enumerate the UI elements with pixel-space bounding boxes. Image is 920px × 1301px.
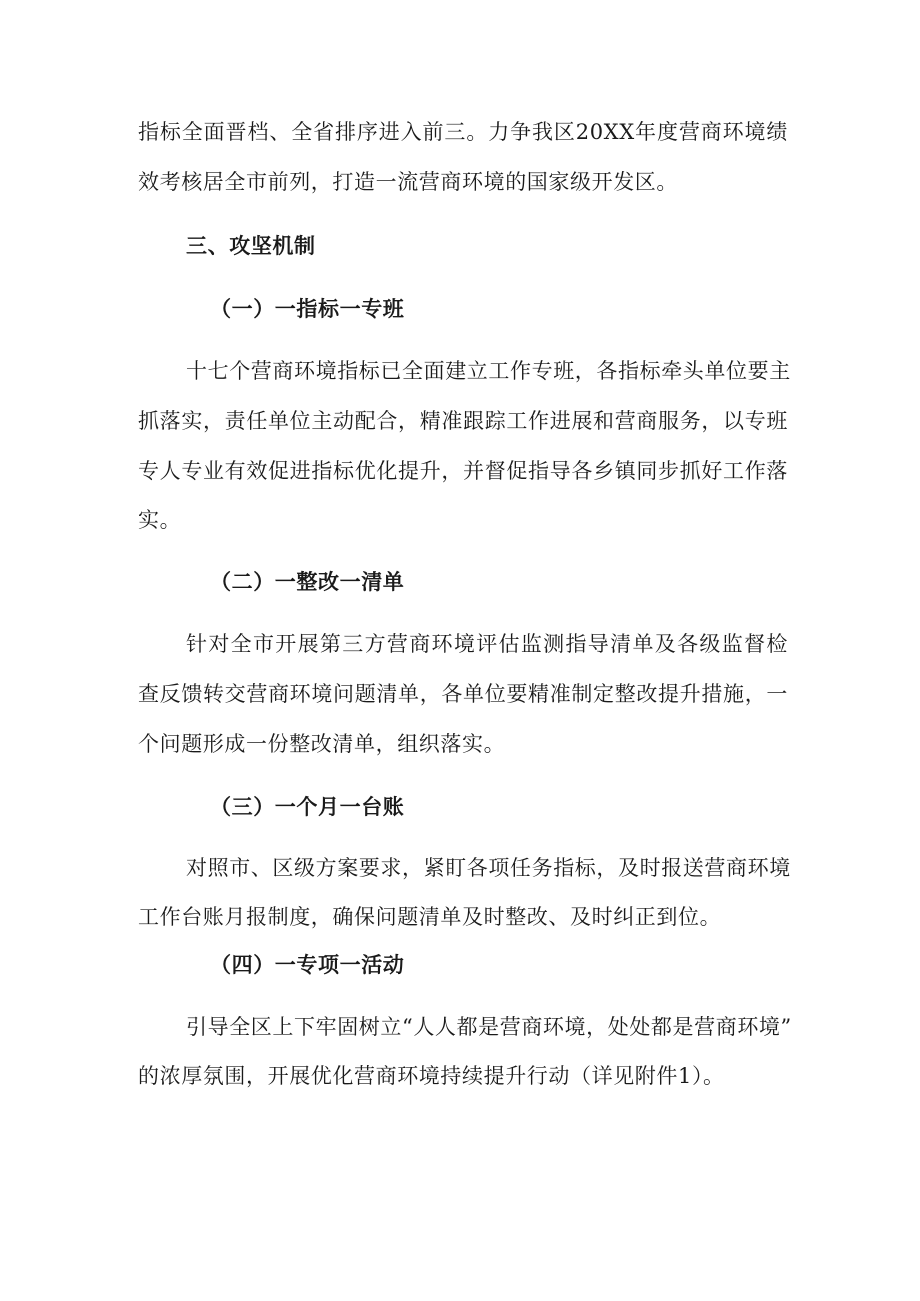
section-heading: 三、攻坚机制 [186,233,316,258]
paragraph-line: 十七个营商环境指标已全面建立工作专班，各指标牵头单位要主 [186,359,791,383]
subsection-heading: （三）一个月一台账 [210,794,405,819]
paragraph-line: 指标全面晋档、全省排序进入前三。力争我区20XX年度营商环境绩 [138,120,788,144]
paragraph-line: 工作台账月报制度，确保问题清单及时整改、及时纠正到位。 [138,905,722,929]
subsection-heading: （二）一整改一清单 [210,569,405,594]
paragraph-line: 针对全市开展第三方营商环境评估监测指导清单及各级监督检 [186,632,788,656]
paragraph-line: 实。 [138,508,182,532]
subsection-heading: （四）一专项一活动 [210,952,405,977]
paragraph-line: 查反馈转交营商环境问题清单，各单位要精准制定整改提升措施，一 [138,682,788,706]
paragraph-line: 对照市、区级方案要求，紧盯各项任务指标，及时报送营商环境 [186,856,791,880]
paragraph-line: 的浓厚氛围，开展优化营商环境持续提升行动（详见附件1）。 [138,1064,725,1088]
paragraph-line: 效考核居全市前列，打造一流营商环境的国家级开发区。 [138,170,678,194]
paragraph-line: 引导全区上下牢固树立“人人都是营商环境，处处都是营商环境” [186,1015,792,1039]
subsection-heading: （一）一指标一专班 [210,296,405,321]
paragraph-line: 个问题形成一份整改清单，组织落实。 [138,732,506,756]
paragraph-line: 抓落实，责任单位主动配合，精准跟踪工作进展和营商服务，以专班 [138,409,788,433]
paragraph-line: 专人专业有效促进指标优化提升，并督促指导各乡镇同步抓好工作落 [138,459,788,483]
